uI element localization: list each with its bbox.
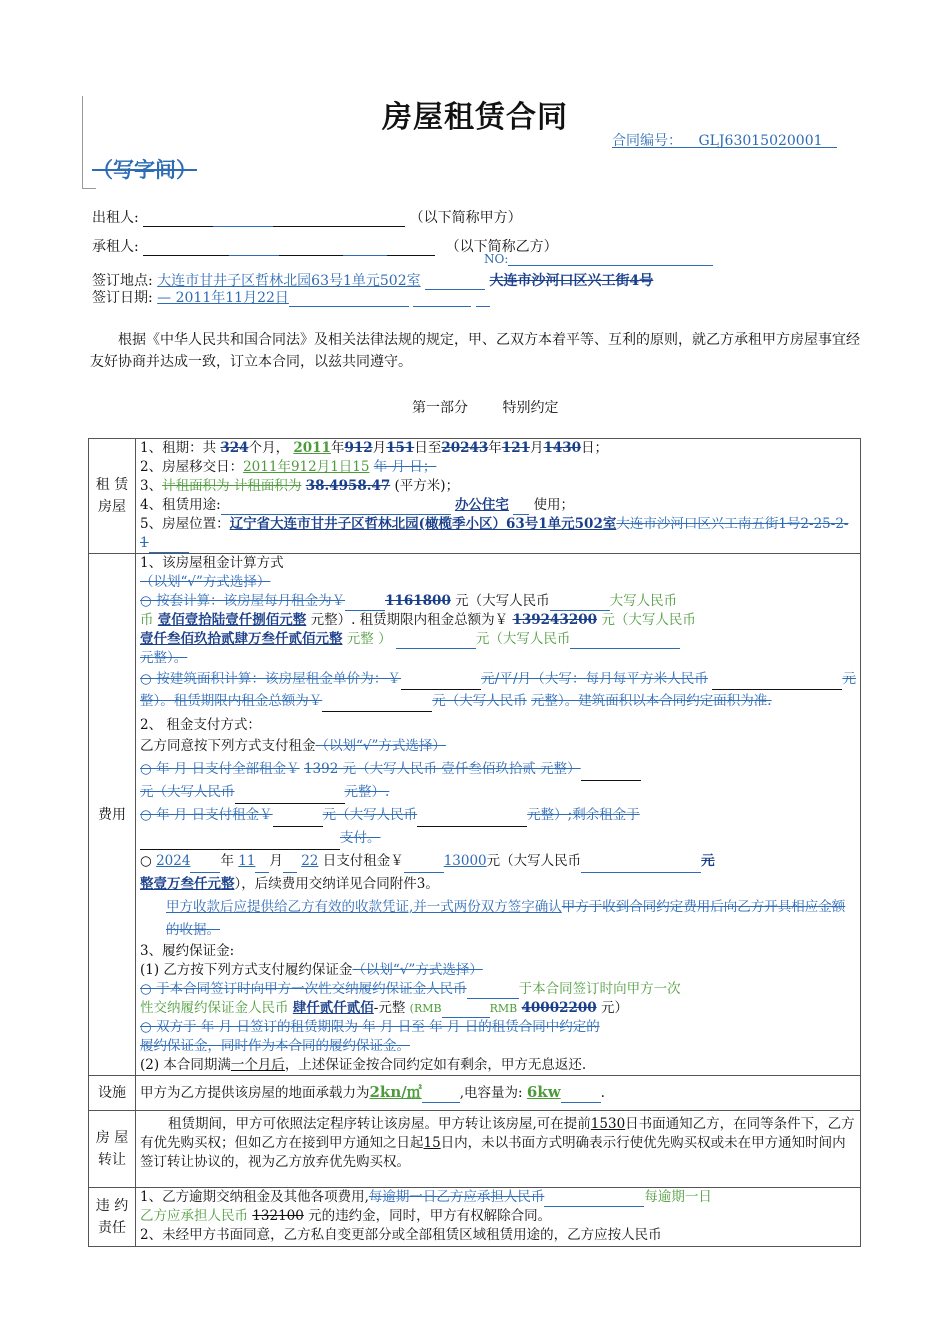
- payment-full-text: 元整）.: [344, 784, 390, 800]
- payment-selected-text: ），后续费用交纳详见合同附件3。: [234, 876, 439, 892]
- deposit-select-hint: （以划“√”方式选择）: [352, 962, 483, 978]
- day-end: 日；: [581, 440, 609, 456]
- lessee-field: [343, 241, 387, 256]
- payment-selected-field: [190, 858, 220, 873]
- breach-clause-2: 2、未经甲方书面同意，乙方私自变更部分或全部租赁区域租赁用途的，乙方应按人民币: [140, 1227, 662, 1243]
- breach-clause-1: [140, 1207, 856, 1226]
- facilities-text: .: [600, 1085, 605, 1101]
- handover-value: 2011年912月1日15: [243, 459, 370, 475]
- sign-place-struck: 大连市沙河口区兴工街4号: [489, 273, 654, 289]
- breach-field: [544, 1192, 644, 1207]
- deposit-return-text: ，上述保证金按合同约定如有剩余，甲方无息返还.: [284, 1057, 587, 1073]
- option-per-area-text: ○ 按建筑面积计算：该房屋租金单价为：￥: [140, 671, 402, 687]
- deposit-rmb: RMB: [489, 1002, 518, 1015]
- lessee-field: [143, 241, 229, 256]
- lessor-suffix: （以下简称甲方）: [409, 210, 522, 226]
- payment-year-unit: 年: [220, 853, 234, 869]
- to-text: 日至: [414, 440, 442, 456]
- breach-text: 元的违约金，同时，甲方有权解除合同。: [308, 1208, 552, 1224]
- breach-label-text: 违 约 责任: [95, 1198, 129, 1236]
- fees-heading-1: 1、该房屋租金计算方式: [140, 555, 284, 571]
- contract-number: [612, 130, 823, 150]
- lessee-field: [229, 241, 279, 256]
- lessor-label: 出租人:: [92, 210, 139, 226]
- payment-selected-text: 元: [701, 853, 715, 869]
- fees-select-hint: （以划“√”方式选择）: [140, 574, 271, 590]
- payment-selected-text: 日支付租金￥: [322, 853, 404, 869]
- transfer-label: [89, 1111, 136, 1188]
- facilities-field: [561, 1088, 601, 1103]
- area-struck: 计租面积为 计租面积为: [162, 478, 302, 494]
- payment-partial-text: ○ 年 月 日支付租金￥: [140, 807, 273, 823]
- use-field: [221, 500, 451, 515]
- house-location: [140, 515, 856, 553]
- area-label: 3、: [140, 478, 163, 494]
- payment-option-partial: [140, 827, 856, 850]
- end-year: 20243: [441, 440, 489, 456]
- breach-text: 乙方应承担人民币: [140, 1208, 248, 1224]
- location-struck: 大连市沙河口区兴工南五街1号2-25-2-1: [140, 516, 849, 551]
- option-per-unit-field: [570, 634, 680, 649]
- special-terms-table: [88, 438, 861, 1247]
- use-field: [513, 500, 529, 515]
- part-name: 特别约定: [502, 400, 559, 416]
- transfer-text: 日内，未以书面方式明确表示行使优先购买权或未在甲方通知时间内签订转让协议的，视为乙方放弃优先购买权。: [140, 1135, 846, 1170]
- table-row-breach: [89, 1188, 861, 1247]
- lease-term: [140, 439, 856, 458]
- handover-label: 2、房屋移交日：: [140, 459, 244, 475]
- fees-content: [136, 554, 861, 1076]
- payment-partial-text: 支付。: [340, 830, 381, 846]
- total-rent-words: 壹仟叁佰玖拾贰肆万叁仟贰佰元整: [140, 631, 343, 647]
- lease-label-text: 租 赁 房屋: [95, 477, 129, 515]
- lessee-suffix: （以下简称乙方）: [445, 239, 558, 255]
- receipt-text: 甲方收款后应提供给乙方有效的收款凭证,并一式两份双方签字确认: [166, 899, 562, 915]
- sign-date-field: [413, 292, 471, 307]
- sign-place-value: 大连市甘井子区哲林北园63号1单元502室: [157, 273, 421, 289]
- location-label: 5、房屋位置：: [140, 516, 230, 532]
- sign-date-value: — 2011年11月22日: [157, 290, 289, 306]
- start-month: 912: [344, 440, 373, 456]
- facilities-field: [422, 1088, 460, 1103]
- deposit-return-text: (2) 本合同期满: [140, 1057, 231, 1073]
- lease-label: [89, 439, 136, 554]
- option-per-unit-text: 元（大写人民币: [475, 631, 571, 647]
- payment-full-amount: 1392 元（大写人民币 壹仟叁佰玖拾贰 元整）: [303, 761, 581, 777]
- term-months-unit: 个月，: [248, 440, 290, 456]
- breach-label: [89, 1188, 136, 1247]
- breach-clause-1: [140, 1188, 856, 1207]
- payment-select-hint: （以划“√”方式选择）: [315, 738, 446, 754]
- transfer-label-text: 房 屋 转让: [95, 1130, 129, 1168]
- transfer-text: 租赁期间，甲方可依照法定程序转让该房屋。甲方转让该房屋,可在提前: [168, 1116, 591, 1132]
- payment-amount-words: 整壹万叁仟元整: [140, 876, 235, 892]
- lessor-field: [273, 212, 405, 227]
- total-rent: 139243200: [512, 612, 598, 628]
- area-unit: (平方米)；: [394, 478, 460, 494]
- table-row-lease: [89, 439, 861, 554]
- facilities-text: ,电容量为:: [459, 1085, 523, 1101]
- handover-rest: 年 月 日；: [373, 459, 437, 475]
- month-unit: 月: [372, 440, 387, 456]
- sign-date-line: [92, 287, 490, 307]
- payment-full-text: ○ 年 月 日支付全部租金￥: [140, 761, 300, 777]
- deposit-rmb: (RMB: [409, 1002, 442, 1015]
- document-subtitle: （写字间）: [92, 157, 197, 182]
- location-field: [149, 538, 189, 553]
- payment-option-full: [140, 781, 856, 804]
- option-per-area-text: 元整）。租赁期限内租金总额为￥: [140, 671, 856, 709]
- payment-amount: 13000: [443, 853, 487, 869]
- lessee-label: 承租人:: [92, 239, 139, 255]
- use-suffix: 使用；: [533, 497, 575, 513]
- rent-option-per-unit: [140, 592, 856, 611]
- lessee-field: [279, 241, 343, 256]
- payment-partial-text: 元（大写人民币: [322, 807, 418, 823]
- fees-heading-3: 3、履约保证金:: [140, 943, 235, 959]
- area-value: 38.4958.47: [305, 478, 391, 494]
- receipt-struck: 甲方于收到合同约定费用后向乙方开具相应金额的收据。: [166, 899, 846, 938]
- payment-partial-field: [417, 812, 527, 827]
- deposit-option-field: [467, 984, 519, 999]
- sign-date-field: [289, 292, 409, 307]
- deposit-end: 元）: [600, 1000, 628, 1016]
- sign-place-label: 签订地点:: [92, 273, 153, 289]
- option-per-unit-text: 元整 ）: [346, 631, 392, 647]
- payment-full-text: 元（大写人民币: [140, 784, 235, 800]
- deposit-yuan: 元整: [378, 1000, 406, 1016]
- contract-number-value: GLJ63015020001: [698, 133, 823, 149]
- fees-heading-2: 2、 租金支付方式：: [140, 717, 261, 733]
- deposit-option-2: 履约保证金，同时作为本合同的履约保证金。: [140, 1038, 410, 1054]
- year-unit: 年: [330, 440, 345, 456]
- deposit-option-text: ○ 于本合同签订时向甲方一次性交纳履约保证金人民币: [140, 981, 467, 997]
- location-value: 辽宁省大连市甘井子区哲林北园(橄榄季小区）63号1单元502室: [229, 516, 617, 532]
- monthly-rent: 1161800: [385, 593, 451, 609]
- start-year: 2011: [293, 440, 331, 456]
- option-per-area-field: [401, 675, 481, 690]
- option-per-area-text: 元（大写人民币: [432, 693, 527, 709]
- rent-option-per-area: [140, 668, 856, 712]
- payment-selected-field: [255, 858, 269, 873]
- lessee-field: [387, 241, 435, 256]
- payment-partial-text: 元整）;剩余租金于: [527, 807, 640, 823]
- breach-text: 每逾期一日: [644, 1189, 712, 1205]
- fees-label: 费用: [89, 554, 136, 1076]
- option-per-unit-text: 大写人民币: [609, 593, 678, 609]
- table-row-facilities: [89, 1076, 861, 1111]
- deposit-option-field: [442, 1003, 490, 1018]
- payment-selected-text: ○: [140, 853, 152, 869]
- monthly-rent-words: 壹佰壹拾陆壹仟捌佰元整: [157, 612, 307, 628]
- deposit-option-1: 性交纳履约保证金人民币 肆仟贰仟贰佰-元整 (RMB RMB 40002200 元）: [140, 1000, 628, 1016]
- transfer-notice-days: 1530: [590, 1116, 626, 1132]
- payment-day: 22: [301, 853, 319, 869]
- rent-area: [140, 477, 856, 496]
- option-per-area-text: 元/平/月（大写：每月每平方米人民币: [481, 671, 708, 687]
- deposit-option-1: [140, 980, 856, 999]
- payment-intro-text: 乙方同意按下列方式支付租金: [140, 738, 316, 754]
- payment-full-field: [235, 789, 345, 804]
- payment-selected-field: [404, 858, 444, 873]
- sign-date-label: 签订日期:: [92, 290, 153, 306]
- payment-year: 2024: [156, 853, 191, 869]
- facilities-content: [136, 1076, 861, 1111]
- payment-option-partial: [140, 804, 856, 827]
- payment-full-field: [581, 766, 641, 781]
- payment-selected-field: [283, 858, 297, 873]
- no-field: [508, 253, 713, 266]
- payment-option-selected: [140, 850, 856, 873]
- power-capacity: 6kw: [526, 1083, 561, 1101]
- sign-date-field: [476, 292, 490, 307]
- end-month: 121: [501, 440, 530, 456]
- year-unit: 年: [488, 440, 502, 456]
- option-per-unit-text: 元（大写人民币: [455, 593, 550, 609]
- deposit-return: [140, 1056, 856, 1075]
- no-label: NO:: [484, 252, 509, 266]
- rent-option-per-unit: [140, 611, 856, 630]
- use-value: 办公住宅: [454, 497, 509, 513]
- payment-month-unit: 月: [269, 853, 283, 869]
- facilities-text: 甲方为乙方提供该房屋的地面承载力为: [140, 1085, 370, 1101]
- transfer-reply-days: 15: [423, 1135, 441, 1151]
- table-row-transfer: [89, 1111, 861, 1188]
- payment-partial-field: [140, 835, 340, 850]
- table-row-fees: [89, 554, 861, 1076]
- deposit-amount: 40002200: [521, 1000, 597, 1016]
- month-unit: 月: [529, 440, 544, 456]
- use-label: 4、租赁用途:: [140, 497, 221, 513]
- option-per-unit-field: [550, 596, 610, 611]
- breach-struck: 每逾期一日乙方应承担人民币: [368, 1189, 545, 1205]
- handover-date: [140, 458, 856, 477]
- transfer-text: 日书面通知乙方，在同等条件下，乙方有优先购买权；但如乙方在接到甲方通知之日起: [140, 1116, 855, 1151]
- option-per-unit-text: 元整）. 租赁期限内租金总额为￥: [310, 612, 509, 628]
- option-per-unit-text: 币: [140, 612, 154, 628]
- deposit-option-2: ○ 双方于 年 月 日签订的租赁期限为 年 月 日至 年 月 日的租赁合同中约定的: [140, 1019, 600, 1035]
- floor-load: 2kn/㎡: [369, 1083, 422, 1101]
- end-day: 1430: [543, 440, 582, 456]
- payment-selected-text: 元（大写人民币: [486, 853, 582, 869]
- facilities-label: 设施: [89, 1076, 136, 1111]
- payment-selected-field: [581, 858, 701, 873]
- term-months: 324: [220, 440, 249, 456]
- start-day: 151: [386, 440, 415, 456]
- payment-option-full: [140, 758, 856, 781]
- deposit-intro: [140, 961, 856, 980]
- option-per-area-field: [322, 697, 432, 712]
- preamble-paragraph: 根据《中华人民共和国合同法》及相关法律法规的规定，甲、乙双方本着平等、互利的原则，就乙方承租甲方房屋事宜经友好协商并达成一致，订立本合同，以兹共同遵守。: [90, 332, 860, 370]
- part-heading: [412, 397, 558, 417]
- deposit-intro-text: (1) 乙方按下列方式支付履约保证金: [140, 962, 353, 978]
- breach-amount: 132100: [252, 1208, 304, 1224]
- option-per-area-text: 元整）。建筑面积以本合同约定面积为准.: [531, 693, 772, 709]
- contract-number-label: 合同编号：: [612, 133, 682, 149]
- option-per-unit-text: 元（大写人民币: [601, 612, 696, 628]
- term-prefix: 1、租期：共: [140, 440, 217, 456]
- payment-intro: [140, 735, 856, 758]
- receipt-clause: [140, 896, 856, 942]
- option-per-unit-text: ○ 按套计算：该房屋每月租金为￥: [140, 593, 346, 609]
- deposit-return-period: 一个月后: [230, 1057, 285, 1073]
- deposit-option-text: 性交纳履约保证金人民币: [140, 1000, 289, 1016]
- payment-option-selected: [140, 873, 856, 896]
- deposit-option-text: 于本合同签订时向甲方一次: [518, 981, 681, 997]
- part-number: 第一部分: [412, 400, 468, 416]
- option-per-unit-field: [396, 634, 476, 649]
- deposit-words: 肆仟贰仟贰佰: [292, 1000, 374, 1016]
- document-title: 房屋租赁合同: [382, 100, 568, 135]
- lessor-field: [213, 212, 273, 227]
- transfer-content: [136, 1111, 861, 1188]
- payment-partial-field: [273, 812, 323, 827]
- lessor-line: [92, 207, 522, 227]
- rent-option-per-unit: [140, 630, 856, 649]
- lease-content: [136, 439, 861, 554]
- payment-month: 11: [238, 853, 256, 869]
- lessor-field: [143, 212, 213, 227]
- page-corner-mark: [82, 188, 96, 189]
- breach-content: [136, 1188, 861, 1247]
- no-line: [484, 252, 713, 266]
- option-per-unit-end: 元整）。: [140, 650, 188, 666]
- option-per-area-field: [712, 675, 842, 690]
- breach-text: 1、乙方逾期交纳租金及其他各项费用,: [140, 1189, 369, 1205]
- option-per-unit-field: [345, 596, 385, 611]
- rent-use: [140, 496, 856, 515]
